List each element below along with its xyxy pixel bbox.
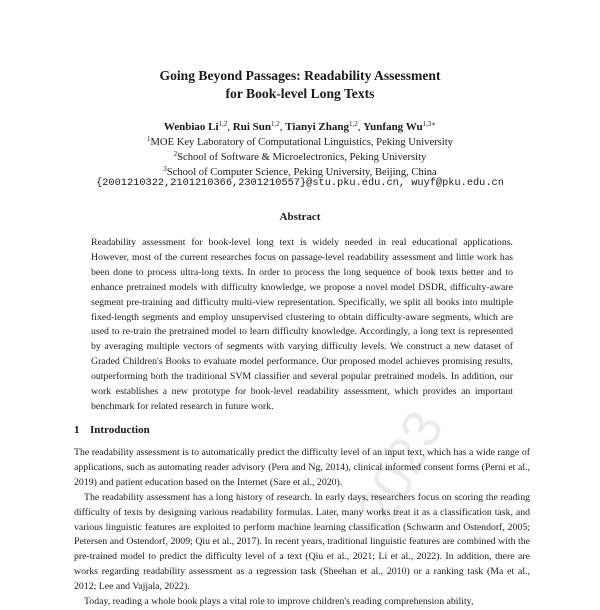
abstract-text: Readability assessment for book-level long text is widely needed in real educational applications. However, most of the current researches focus on passage-level readability assessment and little work has been done to process ultra-long texts. In order to process the long sequence of book texts better and to enhance pretrained models with difficulty knowledge, we propose a novel model DSDR, difficulty-aware segment pre-training and difficulty multi-view representation. Specifically, we split all books into multiple fixed-length segments and employ unsupervised clustering to obtain difficulty-aware segments, which are used to re-train the pretrained model to learn difficulty knowledge. Accordingly, a long text is represented by averaging multiple vectors of segments with varying difficulty levels. We construct a new dataset of Graded Children's Books to evaluate model performance. Our proposed model achieves promising results, outperforming both the traditional SVM classifier and several popular pretrained models. In addition, our work establishes a new prototype for book-level readability assessment, which provides an important benchmark for related research in future work. — [91, 237, 513, 412]
abstract-heading: Abstract — [279, 211, 321, 223]
author-emails: {2001210322,2101210366,2301210557}@stu.pku.edu.cn, wuyf@pku.edu.cn — [96, 177, 504, 189]
abstract-body — [91, 236, 513, 415]
title-line-2: for Book-level Long Texts — [225, 86, 375, 101]
paper-title — [0, 67, 600, 103]
introduction-body — [74, 446, 530, 610]
intro-paragraph-3: Today, reading a whole book plays a vital role to improve children's reading comprehension ability, — [84, 596, 474, 608]
affiliation-1: $^1$MOE Key Laboratory of Computational Linguistics, Peking University — [147, 135, 453, 148]
author: Rui Sun$^{1,2}$, — [232, 120, 286, 133]
author: Tianyi Zhang$^{1,2}$, — [285, 120, 364, 133]
affiliation-2: $^2$School of Software & Microelectronics, Peking University — [173, 150, 427, 163]
author: Wenbiao Li$^{1,2}$, — [163, 120, 233, 133]
section-heading — [74, 424, 150, 436]
section-title: Introduction — [90, 424, 150, 436]
intro-paragraph-1: The readability assessment is to automatically predict the difficulty level of an input text, which has a wide range of applications, such as automating reader advisory (Pera and Ng, 2014), clinical informed consent forms (Perni et al., 2019) and patient education based on the Internet (Sare et al., 2020). — [74, 447, 530, 488]
affiliation-3: $^3$School of Computer Science, Peking University, Beijing, China — [163, 165, 437, 178]
section-number: 1 — [74, 424, 80, 436]
author: Yunfang $Wu^{1,3∗}$ — [363, 120, 437, 133]
title-line-1: Going Beyond Passages: Readability Assessment — [159, 68, 441, 83]
intro-paragraph-2: The readability assessment has a long history of research. In early days, researchers focus on scoring the reading difficulty of texts by designing various readability formulas. Later, many works treat it as a classification task, and various linguistic features are exploited to perform machine learning classification (Schwarm and Ostendorf, 2005; Petersen and Ostendorf, 2009; Qiu et al., 2017). In recent years, traditional linguistic features are combined with the pre-trained model to predict the difficulty level of a text (Qiu et al., 2021; Li et al., 2022). In addition, there are works regarding readability assessment as a regression task (Sheehan et al., 2010) or a ranking task (Ma et al., 2012; Lee and Vajjala, 2022). — [74, 491, 530, 593]
watermark: 2023 — [345, 401, 456, 536]
